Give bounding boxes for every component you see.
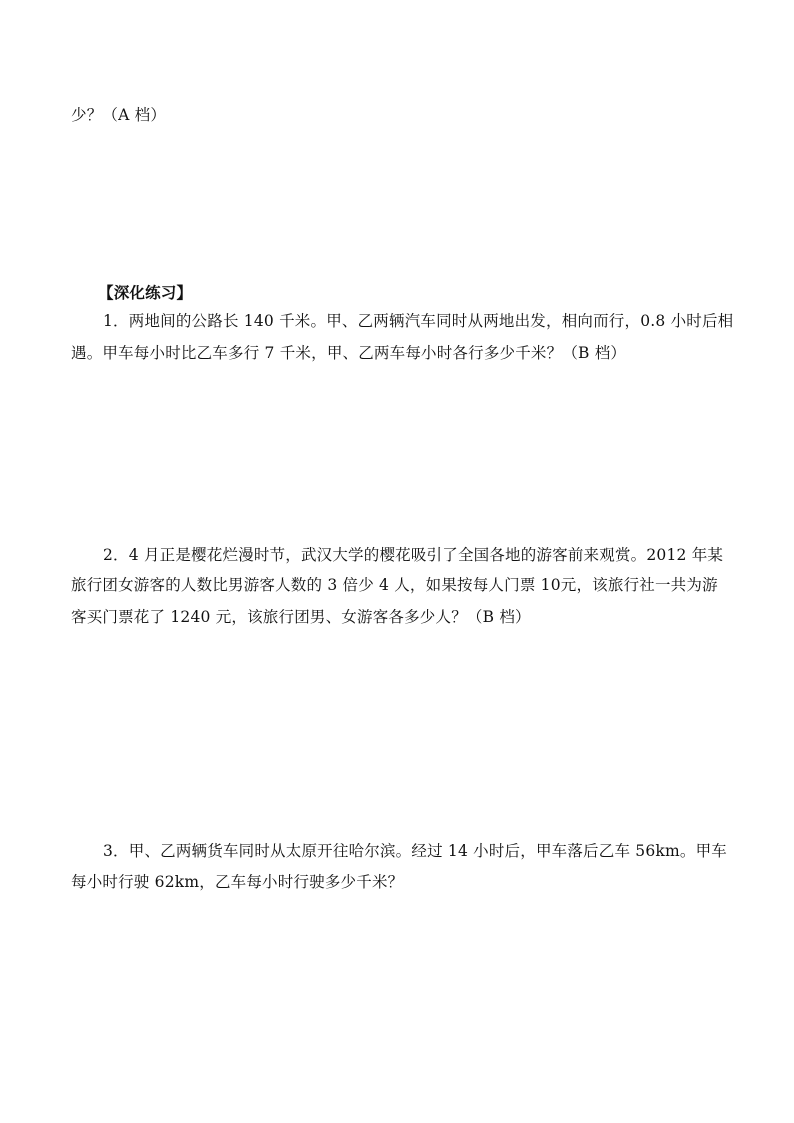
problem-1-line-1: 1．两地间的公路长 140 千米。甲、乙两辆汽车同时从两地出发，相向而行，0.8 小时后相 bbox=[103, 312, 734, 330]
problem-3-line-1: 3．甲、乙两辆货车同时从太原开往哈尔滨。经过 14 小时后，甲车落后乙车 56km。甲车 bbox=[103, 842, 727, 860]
section-heading: 【深化练习】 bbox=[98, 283, 193, 302]
problem-2-line-2: 旅行团女游客的人数比男游客人数的 3 倍少 4 人，如果按每人门票 10元，该旅行社一共为游 bbox=[71, 576, 718, 594]
problem-2-line-3: 客买门票花了 1240 元，该旅行团男、女游客各多少人？（B 档） bbox=[71, 608, 531, 626]
problem-1-line-2: 遇。甲车每小时比乙车多行 7 千米，甲、乙两车每小时各行多少千米？（B 档） bbox=[71, 344, 627, 362]
problem-2-line-1: 2．4 月正是樱花烂漫时节，武汉大学的樱花吸引了全国各地的游客前来观赏。2012 年某 bbox=[103, 546, 724, 564]
problem-3-line-2: 每小时行驶 62km，乙车每小时行驶多少千米？ bbox=[71, 873, 404, 891]
continued-question-line: 少？（A 档） bbox=[71, 106, 167, 124]
